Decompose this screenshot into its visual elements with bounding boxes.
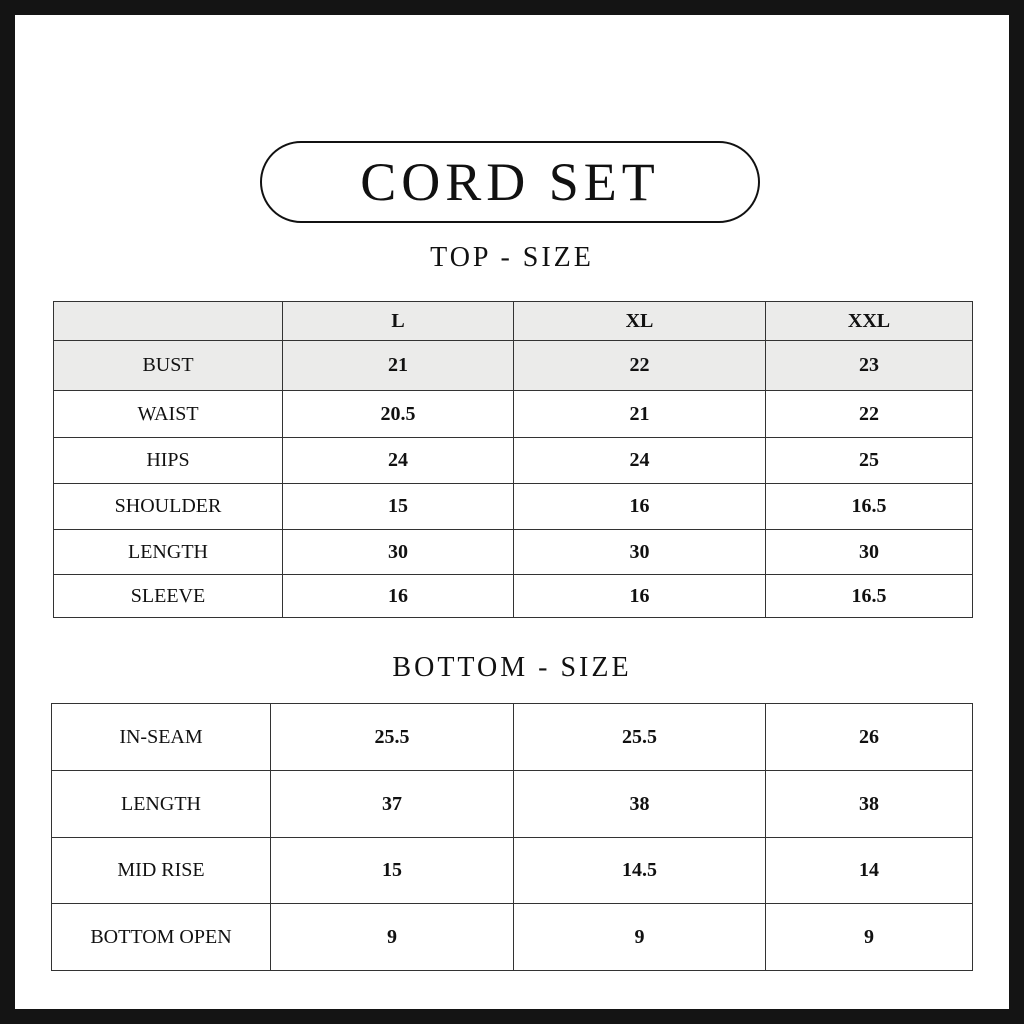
table-row bbox=[52, 771, 973, 838]
row-label: MID RISE bbox=[52, 838, 271, 904]
cell: 24 bbox=[514, 438, 766, 484]
table-row bbox=[54, 484, 973, 530]
cell: 16 bbox=[283, 575, 514, 618]
cell: 21 bbox=[283, 341, 514, 391]
cell: 14 bbox=[766, 838, 973, 904]
cell: 25 bbox=[766, 438, 973, 484]
cell: 22 bbox=[514, 341, 766, 391]
bottom-size-heading: BOTTOM - SIZE bbox=[392, 652, 632, 683]
cell: 16 bbox=[514, 484, 766, 530]
row-label: HIPS bbox=[54, 438, 283, 484]
header-blank bbox=[54, 302, 283, 341]
table-header-row bbox=[54, 302, 973, 341]
cell: 15 bbox=[283, 484, 514, 530]
cell: 26 bbox=[766, 704, 973, 771]
cell: 9 bbox=[271, 904, 514, 971]
cell: 16 bbox=[514, 575, 766, 618]
table-row bbox=[52, 904, 973, 971]
cell: 30 bbox=[283, 530, 514, 575]
cell: 9 bbox=[514, 904, 766, 971]
row-label: BUST bbox=[54, 341, 283, 391]
cell: 16.5 bbox=[766, 575, 973, 618]
size-header: XL bbox=[514, 302, 766, 341]
cell: 21 bbox=[514, 391, 766, 438]
cell: 30 bbox=[514, 530, 766, 575]
top-size-table bbox=[53, 301, 973, 618]
table-row bbox=[52, 704, 973, 771]
size-header: L bbox=[283, 302, 514, 341]
cell: 23 bbox=[766, 341, 973, 391]
table-row bbox=[54, 341, 973, 391]
row-label: SLEEVE bbox=[54, 575, 283, 618]
row-label: BOTTOM OPEN bbox=[52, 904, 271, 971]
table-row bbox=[54, 438, 973, 484]
title-banner: CORD SET bbox=[260, 141, 760, 223]
row-label: IN-SEAM bbox=[52, 704, 271, 771]
cell: 15 bbox=[271, 838, 514, 904]
cell: 16.5 bbox=[766, 484, 973, 530]
row-label: SHOULDER bbox=[54, 484, 283, 530]
table-row bbox=[52, 838, 973, 904]
cell: 25.5 bbox=[271, 704, 514, 771]
table-row bbox=[54, 575, 973, 618]
cell: 9 bbox=[766, 904, 973, 971]
cell: 22 bbox=[766, 391, 973, 438]
row-label: WAIST bbox=[54, 391, 283, 438]
cell: 25.5 bbox=[514, 704, 766, 771]
bottom-size-table bbox=[51, 703, 973, 971]
row-label: LENGTH bbox=[54, 530, 283, 575]
table-row bbox=[54, 530, 973, 575]
cell: 20.5 bbox=[283, 391, 514, 438]
cell: 30 bbox=[766, 530, 973, 575]
cell: 14.5 bbox=[514, 838, 766, 904]
row-label: LENGTH bbox=[52, 771, 271, 838]
cell: 38 bbox=[514, 771, 766, 838]
cell: 37 bbox=[271, 771, 514, 838]
size-header: XXL bbox=[766, 302, 973, 341]
cell: 38 bbox=[766, 771, 973, 838]
top-size-heading: TOP - SIZE bbox=[430, 242, 594, 273]
table-row bbox=[54, 391, 973, 438]
cell: 24 bbox=[283, 438, 514, 484]
